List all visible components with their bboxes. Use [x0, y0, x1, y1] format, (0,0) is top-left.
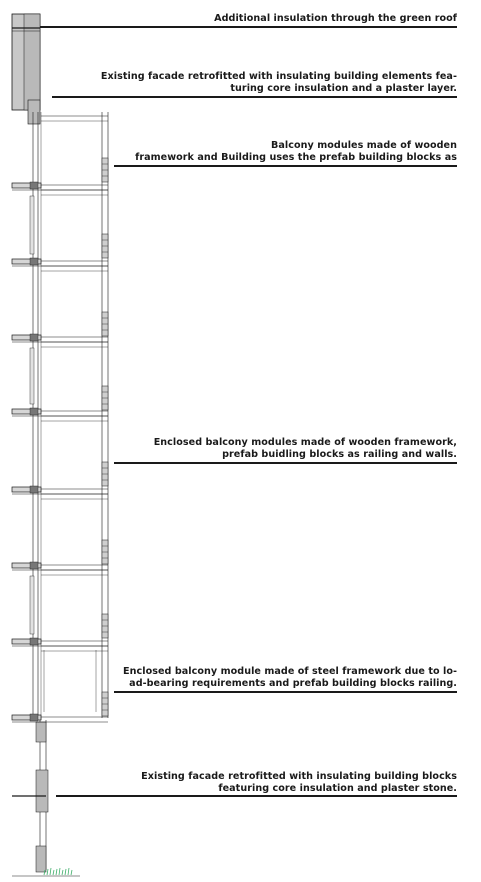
slab-connector [30, 408, 38, 415]
lower-facade-block [36, 722, 46, 742]
slab-connector [30, 562, 38, 569]
annotation-existing-facade-stone [141, 771, 457, 795]
annotation-existing-facade-plaster [101, 71, 457, 95]
slab-connector [30, 638, 38, 645]
balcony-frames [41, 112, 108, 718]
annotation-enclosed-wooden-balcony [154, 437, 457, 461]
prefab-block-railings [30, 158, 108, 716]
grass-stroke [62, 870, 63, 875]
annotation-line: ad-bearing requirements and prefab building blocks railing. [129, 678, 457, 689]
window-frame [30, 576, 34, 634]
window-frame [30, 348, 34, 404]
window-frame [30, 196, 34, 254]
annotation-line: featuring core insulation and plaster stone. [218, 783, 457, 794]
annotation-line: Additional insulation through the green roof [214, 13, 457, 24]
slab-connector [30, 714, 38, 721]
annotation-green-roof [214, 13, 457, 25]
annotation-line: Enclosed balcony modules made of wooden framework, [153, 437, 457, 448]
slab-connector [30, 258, 38, 265]
annotation-wooden-balcony-modules [135, 140, 457, 164]
grass-stroke [68, 868, 69, 875]
annotation-steel-balcony-module [123, 666, 457, 690]
annotation-line: Enclosed balcony module made of steel framework due to lo- [123, 666, 457, 677]
grass-stroke [50, 868, 51, 875]
slab-connector [30, 182, 38, 189]
lower-facade-block [36, 770, 48, 812]
grass-stroke [56, 869, 57, 875]
annotation-line: prefab buidling blocks as railing and walls. [222, 449, 457, 460]
grass-stroke [65, 869, 66, 875]
grass-stroke [53, 870, 54, 875]
annotation-line: Existing facade retrofitted with insulating building elements fea- [100, 71, 457, 82]
annotation-line: framework and Building uses the prefab building blocks as [135, 152, 457, 163]
existing-wall [12, 14, 48, 872]
annotation-line: Balcony modules made of wooden [271, 140, 457, 151]
grass-stroke [71, 870, 72, 875]
slab-connector [30, 486, 38, 493]
lower-facade-block [36, 846, 46, 872]
grass-stroke [59, 868, 60, 875]
grass-stroke [47, 869, 48, 875]
annotation-line: Existing facade retrofitted with insulating building blocks [141, 771, 457, 782]
annotation-line: turing core insulation and a plaster layer. [230, 83, 457, 94]
slab-connector [30, 334, 38, 341]
